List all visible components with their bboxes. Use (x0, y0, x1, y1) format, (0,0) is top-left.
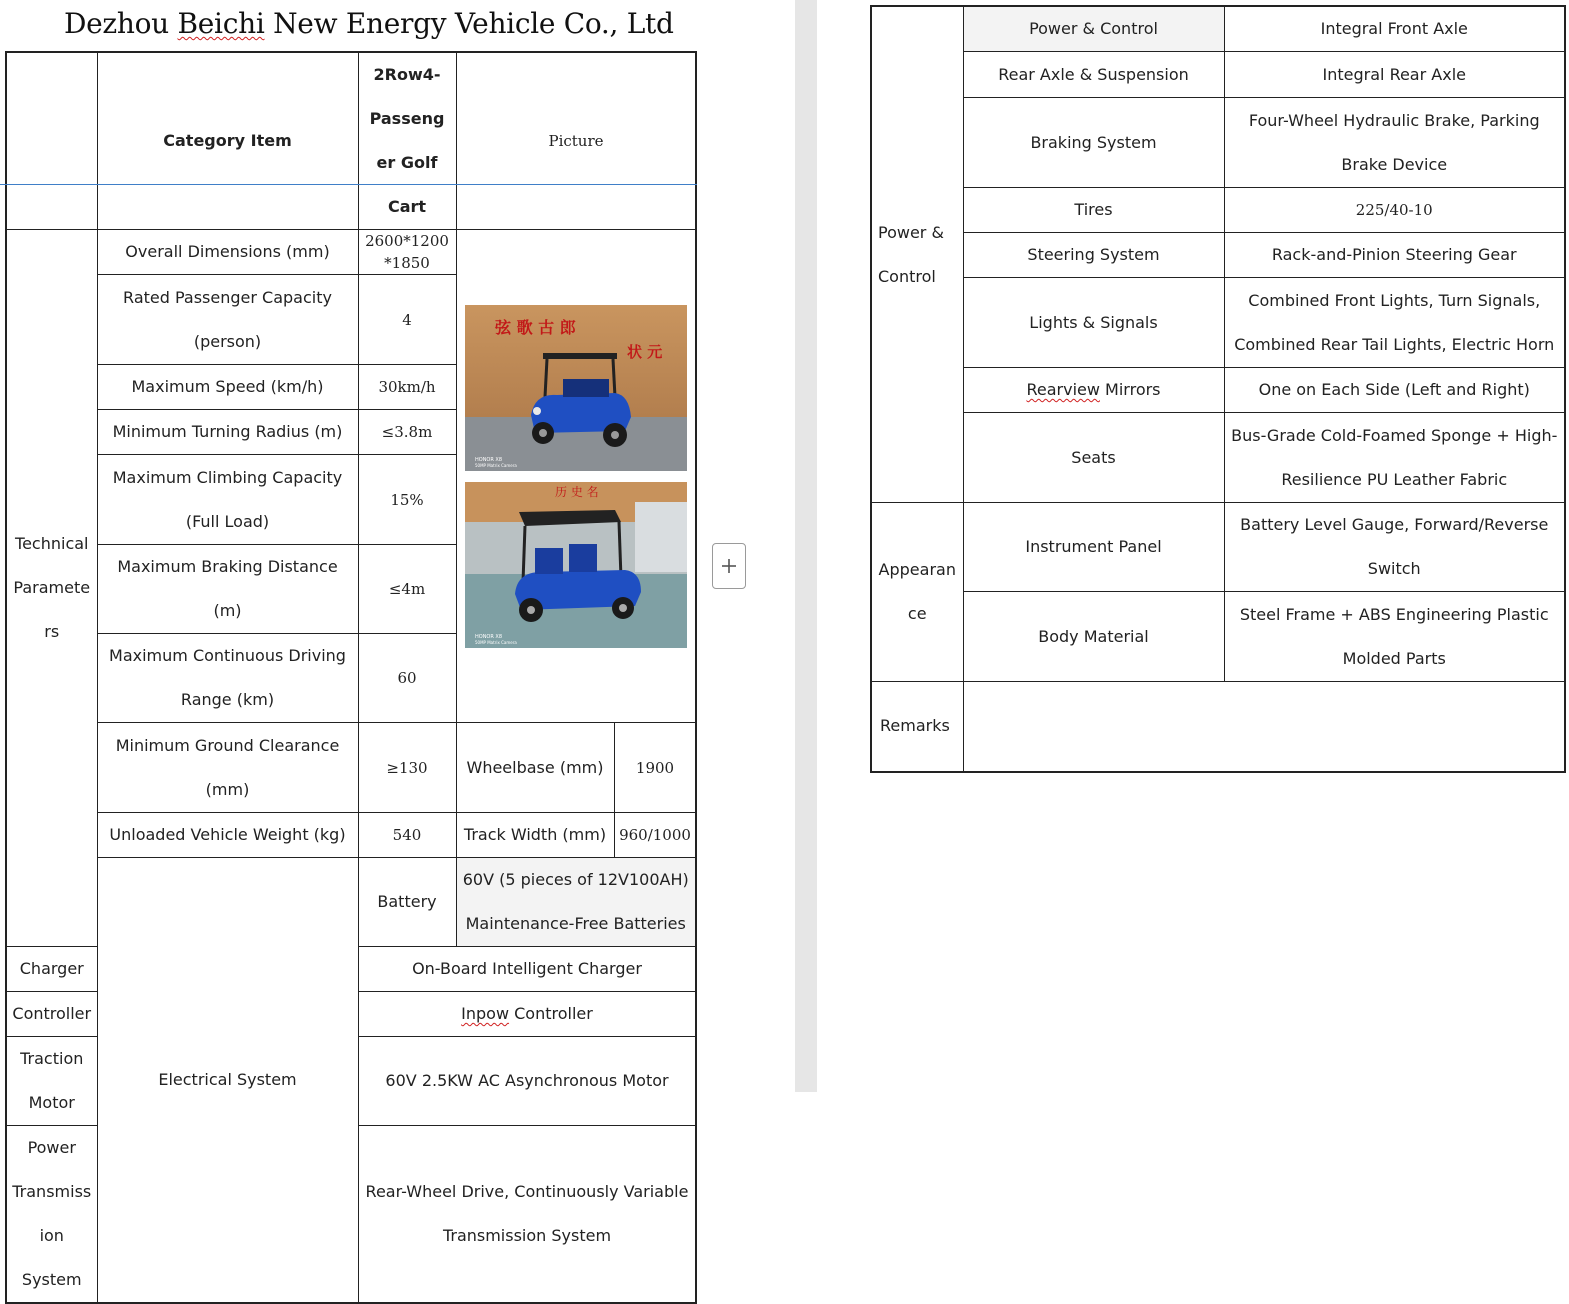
tech-item[interactable]: Maximum Speed (km/h) (97, 365, 358, 410)
remarks-label[interactable]: Remarks (871, 682, 963, 772)
section-power-control[interactable]: Power & Control (871, 6, 963, 503)
elec-value-motor[interactable]: 60V 2.5KW AC Asynchronous Motor (358, 1037, 696, 1126)
section-technical-parameters[interactable]: Technical Parameters (6, 230, 97, 947)
tech-value[interactable]: ≤3.8m (358, 410, 456, 455)
section-appearance[interactable]: Appearance (871, 503, 963, 682)
tech-item[interactable]: Overall Dimensions (mm) (97, 230, 358, 275)
camera-watermark: HONOR X8 (475, 456, 503, 463)
tech-item-wheelbase[interactable]: Wheelbase (mm) (456, 723, 614, 813)
elec-item-controller[interactable]: Controller (6, 992, 97, 1037)
tech-item[interactable]: Maximum Braking Distance (m) (97, 545, 358, 634)
appearance-value[interactable]: Battery Level Gauge, Forward/Reverse Switch (1224, 503, 1565, 592)
spellcheck-word: Rearview (1026, 380, 1100, 399)
banner-text-side: 状 元 (627, 342, 663, 361)
elec-item-motor[interactable]: Traction Motor (6, 1037, 97, 1126)
tech-value-ground-clearance[interactable]: ≥130 (358, 723, 456, 813)
remarks-value[interactable] (963, 682, 1565, 772)
power-value[interactable]: Rack-and-Pinion Steering Gear (1224, 233, 1565, 278)
elec-item-transmission[interactable]: Power Transmission System (6, 1126, 97, 1304)
power-item[interactable]: Braking System (963, 98, 1224, 188)
appearance-item[interactable]: Body Material (963, 592, 1224, 682)
camera-watermark: HONOR X8 (475, 633, 503, 640)
power-item-mirrors[interactable]: Rearview Mirrors (963, 368, 1224, 413)
plus-icon (720, 557, 738, 575)
golf-cart-photo-rear (465, 482, 687, 648)
table-selection-line (0, 184, 697, 185)
power-item[interactable]: Tires (963, 188, 1224, 233)
spellcheck-word: Beichi (177, 7, 265, 40)
power-value[interactable]: 225/40-10 (1224, 188, 1565, 233)
elec-value-controller[interactable]: Inpow Controller (358, 992, 696, 1037)
tech-item-weight[interactable]: Unloaded Vehicle Weight (kg) (97, 813, 358, 858)
section-electrical-system[interactable]: Electrical System (97, 858, 358, 1304)
header-model[interactable]: 2Row4-Passenger Golf Cart (358, 52, 456, 230)
tech-value[interactable]: 30km/h (358, 365, 456, 410)
elec-item-charger[interactable]: Charger (6, 947, 97, 992)
tech-item[interactable]: Maximum Continuous Driving Range (km) (97, 634, 358, 723)
tech-item[interactable]: Maximum Climbing Capacity (Full Load) (97, 455, 358, 545)
elec-value-charger[interactable]: On-Board Intelligent Charger (358, 947, 696, 992)
header-empty-cell[interactable] (6, 52, 97, 230)
power-value-mirrors[interactable]: One on Each Side (Left and Right) (1224, 368, 1565, 413)
tech-value-track[interactable]: 960/1000 (614, 813, 696, 858)
add-row-button[interactable] (712, 543, 746, 589)
spec-table-right (870, 5, 1566, 773)
appearance-value[interactable]: Steel Frame + ABS Engineering Plastic Molded Parts (1224, 592, 1565, 682)
document-title: Dezhou Beichi New Energy Vehicle Co., Ltd (64, 7, 674, 40)
banner-text-top: 弦 歌 古 郎 (495, 317, 576, 337)
elec-value-transmission[interactable]: Rear-Wheel Drive, Continuously Variable Transmission System (358, 1126, 696, 1304)
tech-value[interactable]: 2600*1200*1850 (358, 230, 456, 275)
power-item[interactable]: Rear Axle & Suspension (963, 52, 1224, 98)
page-gap (795, 0, 817, 1092)
tech-value[interactable]: 4 (358, 275, 456, 365)
power-item-seats[interactable]: Seats (963, 413, 1224, 503)
tech-item-ground-clearance[interactable]: Minimum Ground Clearance (mm) (97, 723, 358, 813)
power-value[interactable]: Integral Front Axle (1224, 6, 1565, 52)
tech-value[interactable]: 60 (358, 634, 456, 723)
elec-item-battery[interactable]: Battery (358, 858, 456, 947)
appearance-item[interactable]: Instrument Panel (963, 503, 1224, 592)
tech-value-wheelbase[interactable]: 1900 (614, 723, 696, 813)
tech-item[interactable]: Minimum Turning Radius (m) (97, 410, 358, 455)
power-value[interactable]: Integral Rear Axle (1224, 52, 1565, 98)
elec-value-battery[interactable]: 60V (5 pieces of 12V100AH) Maintenance-Free Batteries (456, 858, 696, 947)
tech-value[interactable]: 15% (358, 455, 456, 545)
camera-watermark-sub: 50MP Matrix Camera (475, 462, 517, 468)
power-item[interactable]: Lights & Signals (963, 278, 1224, 368)
power-value[interactable]: Four-Wheel Hydraulic Brake, Parking Brake Device (1224, 98, 1565, 188)
tech-item[interactable]: Rated Passenger Capacity (person) (97, 275, 358, 365)
banner-text-bottom: 历 史 名 (555, 484, 599, 499)
spec-table-left (5, 51, 697, 1304)
page-right (817, 0, 1569, 1092)
tech-value-weight[interactable]: 540 (358, 813, 456, 858)
spellcheck-word: Inpow (461, 1004, 510, 1023)
power-value[interactable]: Combined Front Lights, Turn Signals, Combined Rear Tail Lights, Electric Horn (1224, 278, 1565, 368)
power-item[interactable]: Steering System (963, 233, 1224, 278)
camera-watermark-sub: 50MP Matrix Camera (475, 639, 517, 645)
tech-item-track[interactable]: Track Width (mm) (456, 813, 614, 858)
power-item[interactable]: Power & Control (963, 6, 1224, 52)
tech-value[interactable]: ≤4m (358, 545, 456, 634)
power-value-seats[interactable]: Bus-Grade Cold-Foamed Sponge + High-Resilience PU Leather Fabric (1224, 413, 1565, 503)
header-picture[interactable]: Picture (456, 52, 696, 230)
header-category-item[interactable]: Category Item (97, 52, 358, 230)
picture-cell[interactable] (456, 230, 696, 723)
golf-cart-photo-front (465, 305, 687, 471)
